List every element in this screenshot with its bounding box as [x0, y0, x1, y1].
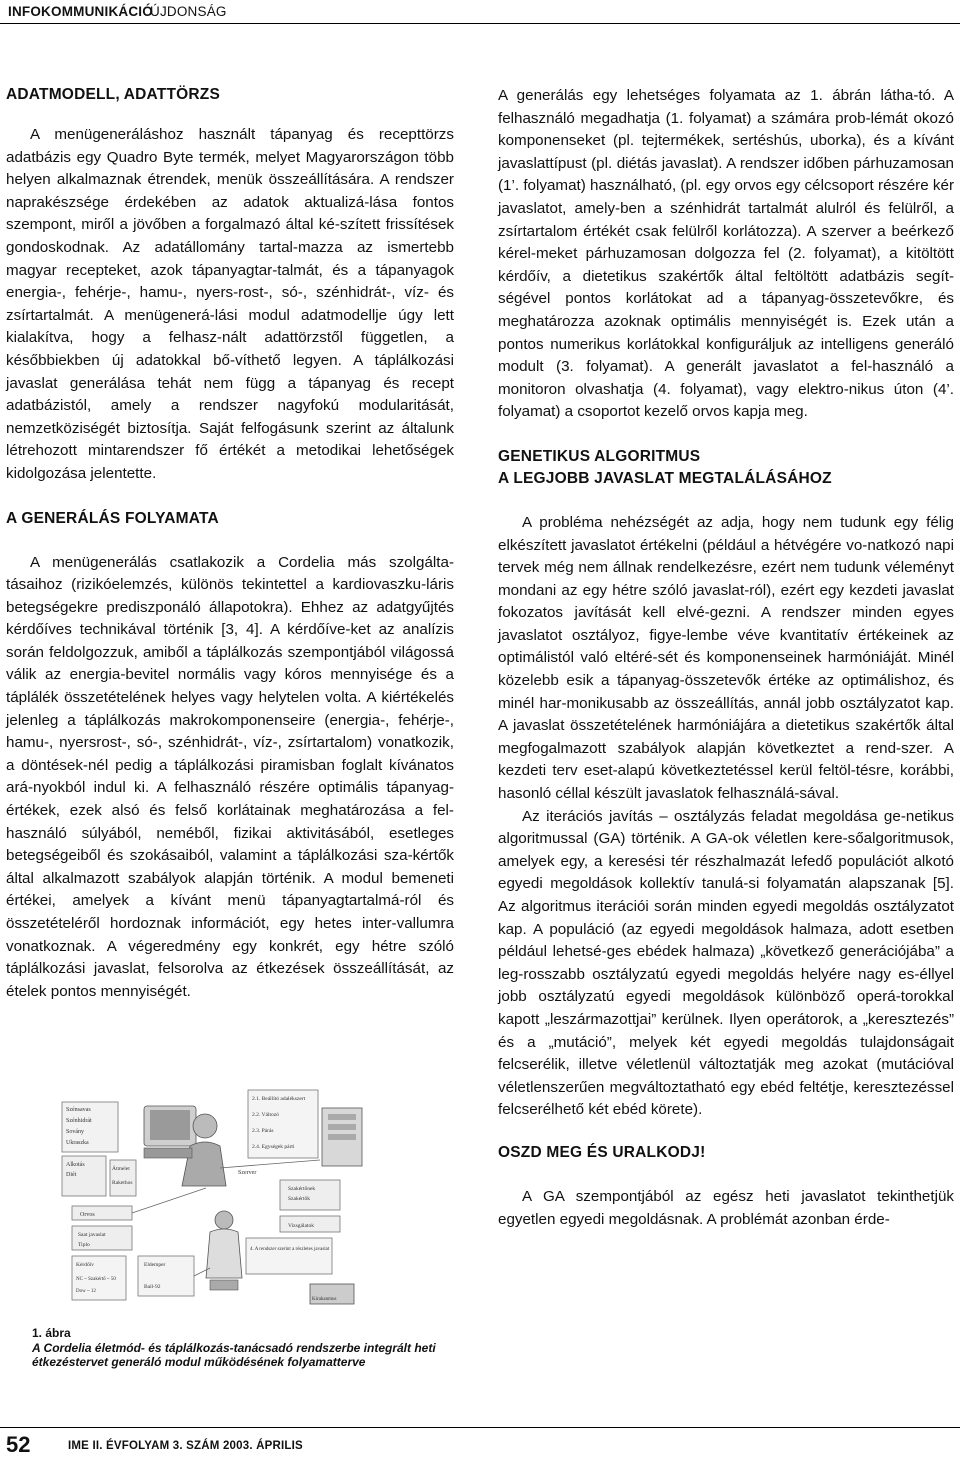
fig-left-box-3: Sovány [66, 1129, 84, 1135]
fig-bottom-left-2: Dow ~ 12 [76, 1289, 96, 1294]
figure-caption-text: A Cordelia életmód- és táplálkozás-tanácsadó rendszerbe integrált heti étkezéstervet generáló modul működésének folyamatterve [32, 1340, 436, 1369]
fig-monitor-label: Kirakanmus [312, 1297, 337, 1302]
fig-box-tiplo: Tiplo [78, 1242, 90, 1248]
fig-box-orvos: Orvos [80, 1212, 95, 1218]
section-tag: ÚJDONSÁG [150, 4, 227, 19]
heading-genetikus-1: GENETIKUS ALGORITMUS [498, 447, 701, 465]
fig-server-label: Szerver [238, 1170, 257, 1176]
heading-adatmodell: ADATMODELL, ADATTÖRZS [6, 86, 220, 103]
left-column [6, 80, 454, 1003]
paragraph-folyamat: A generálás egy lehetséges folyamata az 1. ábrán látha-tó. A felhasználó megadhatja (1. folyamat) a számára prob-lémát okozó komponenseket (pl. tejtermékek, sertéshús, uborka), és a kívánt javaslattípust (pl. diétás javaslat). A rendszer időben párhuzamosan (1’. folyamat) használható, (pl. egy orvos egy célcsoport részére kér javaslatot, amely-ben a szénhidrát tartalmát alulról és felülről, a zsírtartalom értékét csak felülről korlátozza). A szerver a beérkező kérel-meket párhuzamosan dolgozza fel (2. folyamat), a kitöltött kérdőív, a dietetikus szakértők által feltöltött adatbázis segít-ségével pontos korlátokat ad a tápanyag-összetevőkre, és meghatározza azoknak optimális mennyiségét is. Ezek után a pontos numerikus korlátokkal konfiguráljuk az intelligens generáló modult (3. folyamat). A generált javaslatot a fel-használó a monitoron olvashatja (4. folyamat), vagy elektro-nikus úton (4’. folyamat) a csoportot kezelő orvos kapja meg. [498, 87, 954, 421]
footer-rule [0, 1427, 960, 1428]
fig-alt-box-1: Alkotás [66, 1162, 85, 1168]
fig-step-4: 2.4. Egységek párti [252, 1144, 295, 1150]
header-rule [0, 23, 960, 24]
paragraph-ga: A GA szempontjából az egész heti javaslatot tekinthetjük egyetlen egyedi megoldásnak. A problémát azonban érde- [498, 1187, 954, 1228]
flowchart-figure [60, 1088, 390, 1310]
fig-step4: 4. A rendszer szerint a részletes javaslat [250, 1247, 330, 1252]
fig-box-elemzo: Eldemper [144, 1262, 166, 1268]
figure-number: 1. ábra [32, 1326, 71, 1340]
fig-step-1: 2.1. Beállító adalékszert [252, 1096, 306, 1102]
fig-alt-box-3: Átmelet [112, 1166, 130, 1172]
section-title: INFOKOMMUNIKÁCIÓ [8, 4, 153, 19]
figure-caption [32, 1326, 452, 1370]
fig-step-2: 2.2. Változó [252, 1112, 279, 1118]
fig-step-right-3: Vizsgálatok [288, 1223, 314, 1229]
fig-left-box-4: Ukraszka [66, 1140, 89, 1146]
fig-bottom-right: Ball-92 [144, 1284, 161, 1290]
fig-left-box-1: Szénsavas [66, 1107, 91, 1113]
heading-genetikus-2: A LEGJOBB JAVASLAT MEGTALÁLÁSÁHOZ [498, 469, 832, 487]
paragraph-iteracios: Az iterációs javítás – osztályzás feladat megoldása ge-netikus algoritmussal (GA) történik. A GA-ok véletlen kere-sőalgoritmusok, amelyek egy, a keresési tér részhalmazát lefedő populációt alkotó egyedi megoldások kollektív tanulá-si folyamatán alapszanak [5]. Az algoritmus iterációi során minden egyedi megoldás osztályzatot kap. A populáció (az egyedi megoldások halmaza, adott esetben például lehetsé-ges ebédek halmaza) „következő generációjába” a leg-rosszabb osztályzatú egyedi megoldás helyére nagy es-éllyel jobb osztályzatú egyedi megoldások különböző operá-torokkal kapott „leszármazottjai” kerülnek. Ilyen operátorok, a „keresztezés” és a „mutáció”, melyek két egyedi megoldás tulajdonságait felcserélik, illetve véletlenül változtatják meg azokat (mutációval véletlenszerűen megváltoztatható egy ebéd feltétje, keresztezéssel felcserélhető két ebéd körete). [498, 807, 954, 1119]
fig-alt-box-2: Diét [66, 1172, 77, 1178]
right-column [498, 80, 954, 1231]
paragraph-adatmodell: A menügeneráláshoz használt tápanyag és recepttörzs adatbázis egy Quadro Byte termék, melyet Magyarországon több helyen alkalmaznak étrendek, menük összeállítására. A rendszer naprakészsége érdekében az adatok aktualizá-lása fontos szempont, miről a jövőben a forgalmazó által ké-szített frissítések gondoskodnak. Az adatállomány tartal-mazza az ismertebb magyar recepteket, azok tápanyagtar-talmát, és a tápanyagok energia-, fehérje-, hamu-, nyers-rost-, só-, szénhidrát-, víz- és zsírtartalmát. A menügenerá-lási modul adatmodellje úgy lett kialakítva, hogy a felhasz-nált adattörzstől független, a későbbiekben új adatokkal bő-víthető legyen. A táplálkozási javaslat generálása tehát nem függ a tápanyag és recept adatbázistól, amely a rendszer nagyfokú modularitását, nemzetköziségét biztosítja. Saját felfogásunk szerint az általunk létrehozott mintarendszer fő értékét a metodikai lehetőségek kidolgozása jelentette. [6, 126, 454, 482]
paragraph-problema: A probléma nehézségét az adja, hogy nem tudunk egy félig elkészített javaslatot értékelni (például a hétvégére vo-natkozó napi tervek még nem állnak rendelkezésre, ezért nem tudunk véleményt mondani az egy hétre szóló javaslat-ról), ezért egy kezdeti javaslat fokozatos javítását kell elvé-gezni. A rendszer minden egyes javaslatot osztályoz, figye-lembe véve kvantitatív értékeinek az optimálistól való eltéré-sét és komponenseinek harmóniáját. Minél közelebb esik a tápanyag-összetevők értéke az optimálishoz, és minél har-monikusabb az összeállítás, annál jobb osztályzatot kap. A javaslat összetételének harmóniájára a dietetikus szakértők által megfogalmazott szabályok alapján következtet a rend-szer. A kezdeti terv eset-alapú következtetéssel kerül feltöl-tésre, korábbi, hasonló céllal készült javaslatok felhasználá-sával. [498, 513, 954, 803]
fig-alt-box-4: Rakethos [112, 1180, 133, 1186]
paragraph-generalas: A menügenerálás csatlakozik a Cordelia más szolgálta-tásaihoz (rizikóelemzés, különös tekintettel a kardiovaszku-láris betegségekre prediszponáló állapotokra). Ehhez az adatgyűjtés kérdőíves technikával történik [3, 4]. A kérdőíve-ket az analízis során feldolgozzuk, amiből a táplálkozás szempontjából világossá válik az energia-bevitel normális vagy kóros mennyisége és a táplálék összetételének helyes vagy helytelen volta. A kiértékelés jelenleg a táplálkozás makrokomponenseire (energia-, fehérje-, hamu-, nyersrost-, só-, szénhidrát-, víz-, zsírtartalom) vonatkozik, a döntések-nél pedig a táplálkozási piramisban foglalt kívánatos ará-nyokból indul ki. A felhasználó részére optimális tápanyag-értékek, ezek alsó és felső korlátainak meghatározása a fel-használó súlyából, neméből, fizikai aktivitásából, esetleges betegségeiből és szokásaiból, valamint a táplálkozási sza-kértők által alkalmazott szabályok alapján történik. A modul bemeneti értékei, amelyek a kívánt menü tápanyagtartalmá-ról és összetételéről hordoznak információt, egy hetes inter-vallumra vonatkoznak. A végeredmény egy konkrét, egy hétre szóló táplálkozási javaslat, felsorolva az étkezések összeállítását, az ételek pontos mennyiségét. [6, 553, 454, 1000]
fig-step-3: 2.3. Párás [252, 1128, 274, 1134]
fig-box-ssm: Saat javaslat [78, 1232, 106, 1238]
journal-info: IME II. ÉVFOLYAM 3. SZÁM 2003. ÁPRILIS [68, 1440, 303, 1452]
fig-step-right-2: Szakértők [288, 1196, 310, 1202]
heading-oszd-meg: OSZD MEG ÉS URALKODJ! [498, 1143, 706, 1161]
fig-bottom-left-1: NC ~ Szakértő ~ 50 [76, 1277, 116, 1282]
fig-box-kerdoiv: Kérdőív [76, 1262, 95, 1268]
page-footer [0, 1420, 960, 1457]
page-number: 52 [6, 1432, 31, 1457]
heading-generalas: A GENERÁLÁS FOLYAMATA [6, 509, 219, 527]
flowchart-illustration [60, 1088, 390, 1310]
fig-left-box-2: Szénhidrát [66, 1118, 92, 1124]
fig-step-right-1: Szakértőnek [288, 1186, 316, 1192]
page-header [0, 0, 960, 24]
